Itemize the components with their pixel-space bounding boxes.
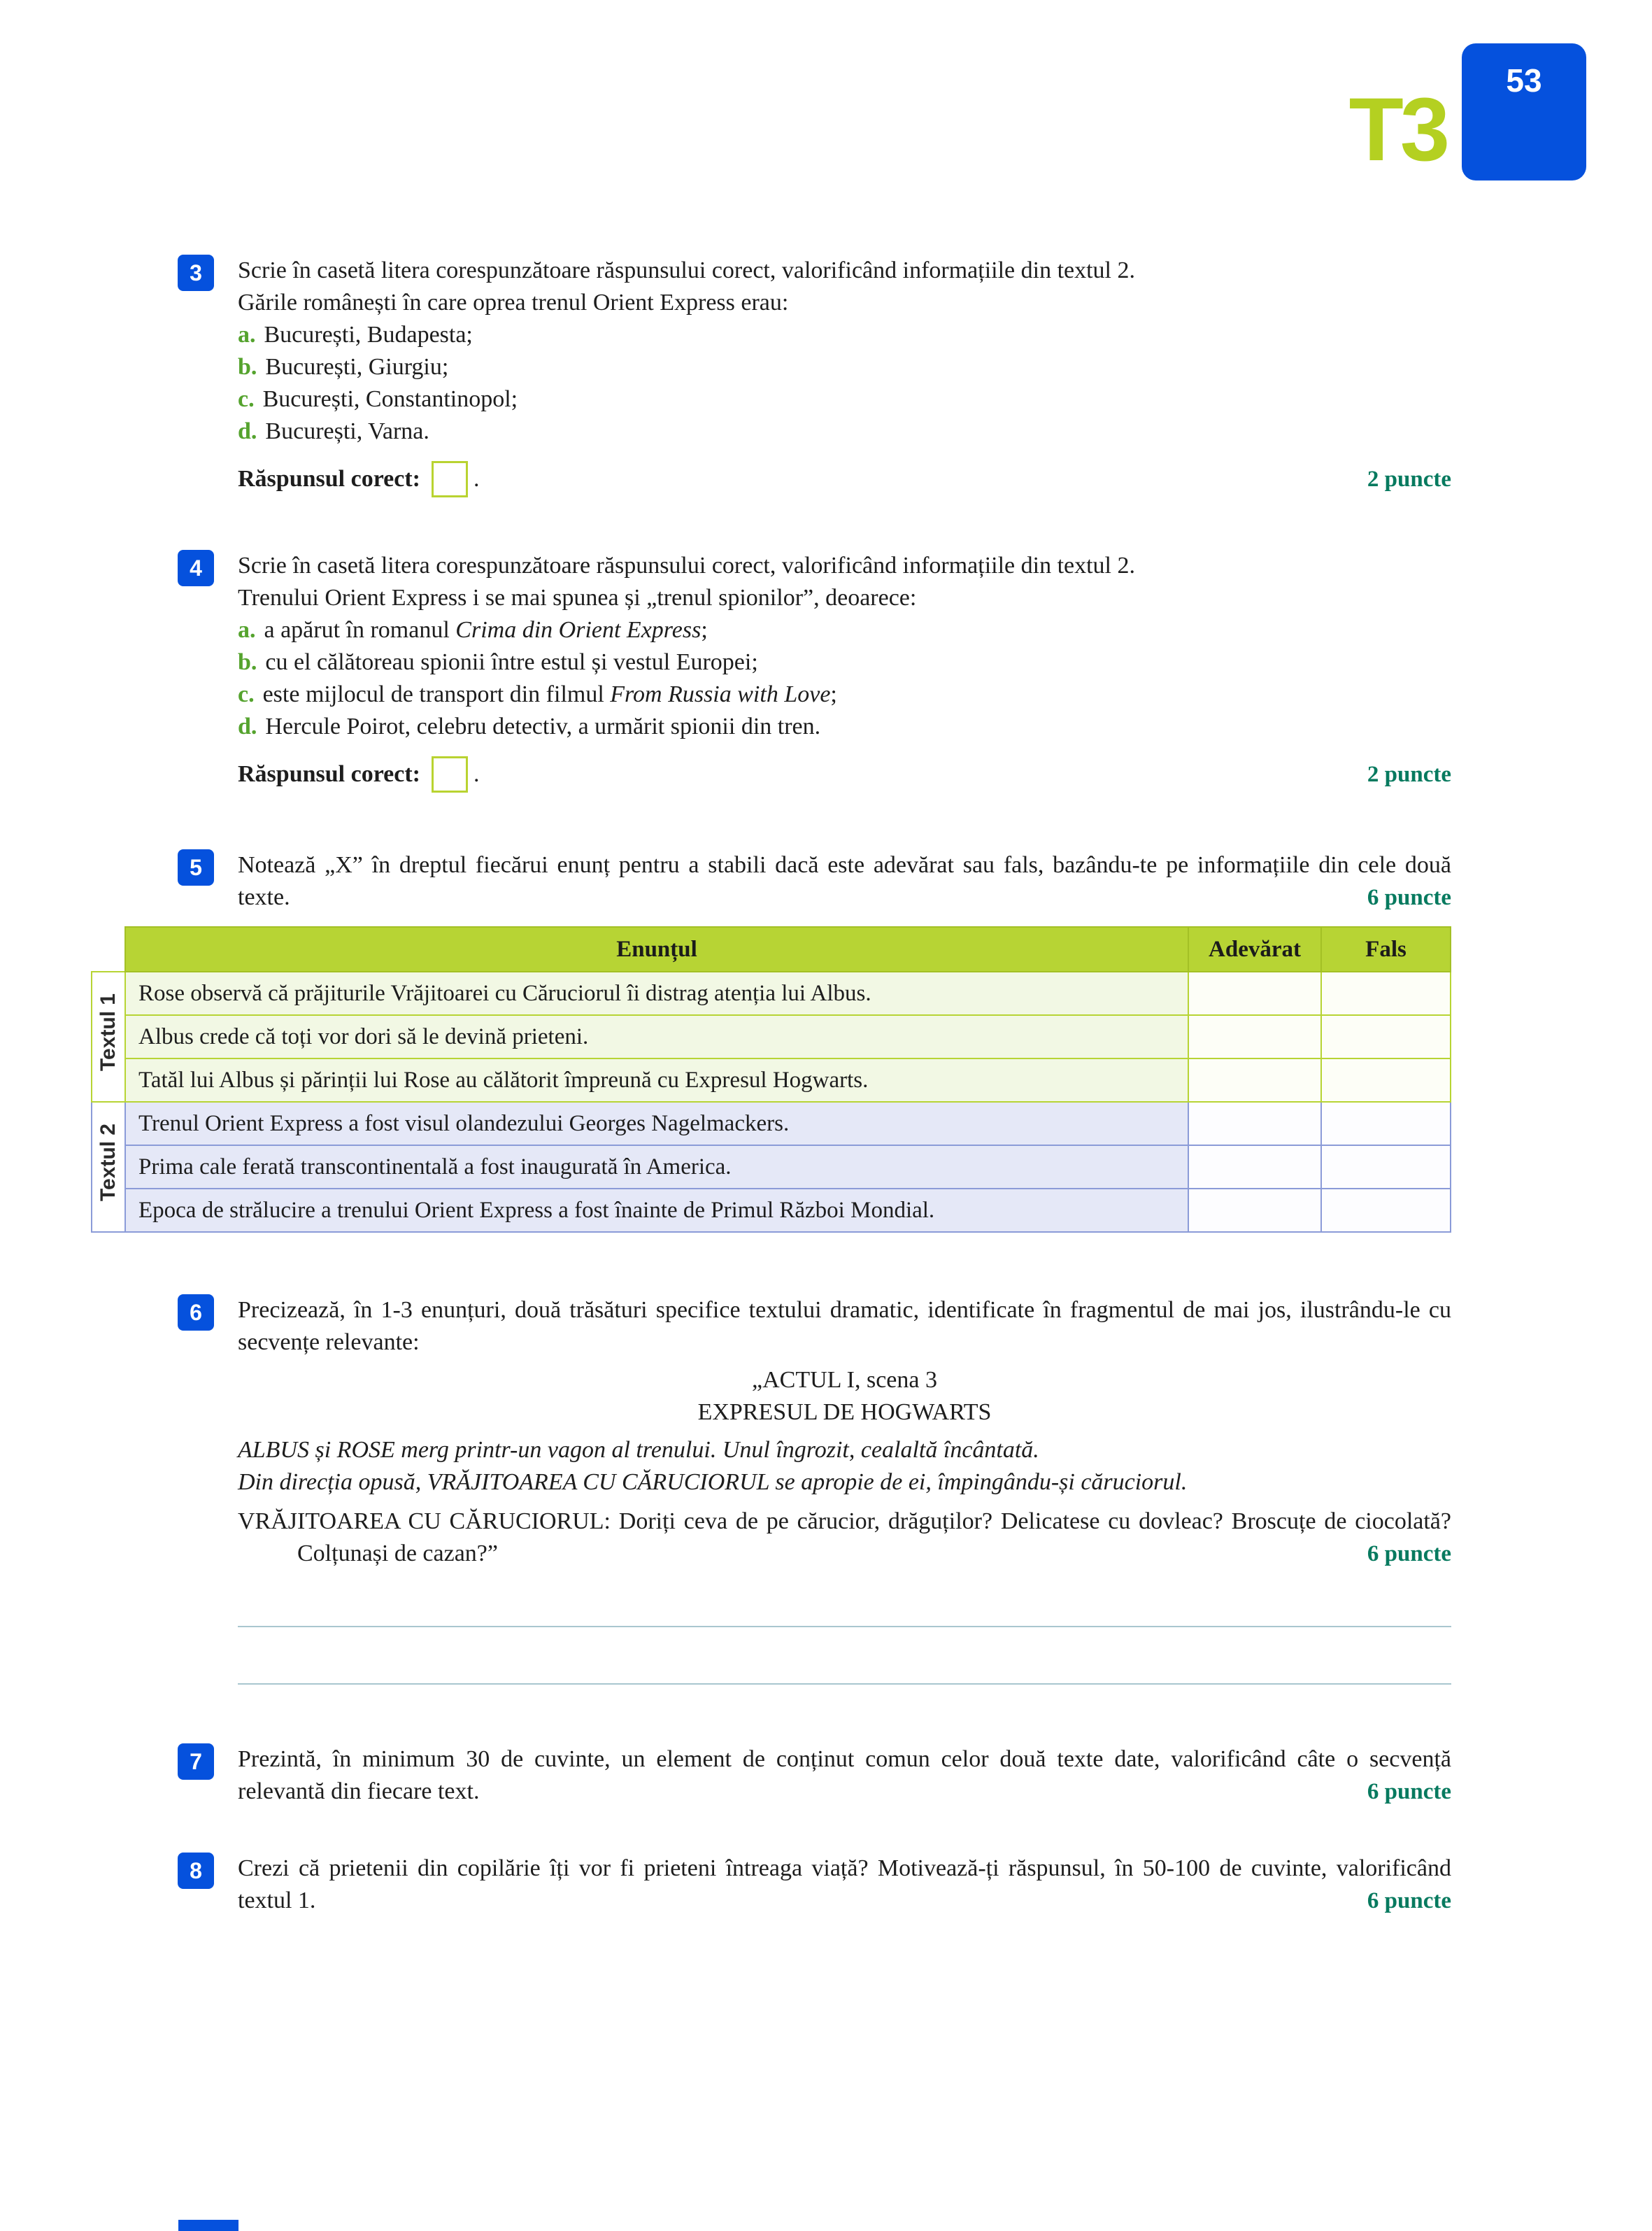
group-label-text1: Textul 1 — [92, 972, 125, 1102]
exercise-3-option-d — [238, 416, 1451, 448]
table-corner-spacer — [92, 927, 125, 972]
exercise-8-instruction: Crezi că prietenii din copilărie îți vor fi prieteni întreaga viață? Motivează-ți răspunsul, în 50-100 de cuvinte, valorificând textul 1. — [238, 1855, 1451, 1913]
stage-direction: Din direcția opusă, VRĂJITOAREA CU CĂRUCIORUL se apropie de ei, împingându-și căruciorul. — [238, 1469, 1188, 1495]
answer-box[interactable] — [432, 756, 468, 793]
option-text: ; — [830, 681, 837, 707]
answer-cell-true[interactable] — [1188, 1102, 1321, 1145]
exercise-3 — [190, 255, 1451, 500]
option-text: București, Varna. — [265, 418, 429, 444]
points-label: 6 puncte — [1367, 1541, 1451, 1566]
statement-cell: Rose observă că prăjiturile Vrăjitoarei cu Căruciorul îi distrag atenția lui Albus. — [125, 972, 1188, 1015]
column-header-statement: Enunțul — [125, 927, 1188, 972]
answer-cell-false[interactable] — [1321, 1058, 1451, 1102]
points-label: 2 puncte — [1367, 761, 1451, 787]
page-number-tab — [1462, 43, 1586, 180]
option-text: cu el călătoreau spionii între estul și vestul Europei; — [265, 649, 758, 675]
fragment-heading-act: „ACTUL I, scena 3 — [752, 1367, 937, 1393]
exercise-3-stem: Gările românești în care oprea trenul Orient Express erau: — [238, 290, 789, 316]
answer-line[interactable] — [238, 1683, 1451, 1685]
exercise-4 — [190, 550, 1451, 795]
group-label-text2: Textul 2 — [92, 1102, 125, 1232]
stage-direction: ALBUS și ROSE merg printr-un vagon al trenului. Unul îngrozit, cealaltă încântată. — [238, 1437, 1039, 1463]
statement-cell: Epoca de strălucire a trenului Orient Express a fost înainte de Primul Război Mondial. — [125, 1189, 1188, 1232]
option-letter: a. — [238, 322, 256, 348]
exercise-6 — [190, 1294, 1451, 1685]
table-row — [92, 1015, 1451, 1058]
answer-cell-true[interactable] — [1188, 1058, 1321, 1102]
exercise-3-option-c — [238, 383, 1451, 416]
option-text: Hercule Poirot, celebru detectiv, a urmărit spionii din tren. — [265, 714, 821, 739]
option-text: ; — [701, 617, 708, 643]
points-label: 6 puncte — [1367, 885, 1451, 910]
column-header-false: Fals — [1321, 927, 1451, 972]
exercise-7-instruction: Prezintă, în minimum 30 de cuvinte, un element de conținut comun celor două texte date, valorificând câte o secvență relevantă din fiecare text. — [238, 1746, 1451, 1804]
exercise-3-instruction: Scrie în casetă litera corespunzătoare răspunsului corect, valorificând informațiile din textul 2. — [238, 257, 1136, 283]
exercise-5-number-badge: 5 — [178, 849, 214, 886]
answer-line[interactable] — [238, 1626, 1451, 1627]
table-row — [92, 1189, 1451, 1232]
answer-box[interactable] — [432, 461, 468, 497]
exercise-7-number-badge: 7 — [178, 1743, 214, 1780]
exercise-8 — [190, 1853, 1451, 1917]
answer-cell-false[interactable] — [1321, 1189, 1451, 1232]
option-letter: a. — [238, 617, 256, 643]
option-text: București, Giurgiu; — [265, 354, 449, 380]
exercise-8-number-badge: 8 — [178, 1853, 214, 1889]
table-header-row — [92, 927, 1451, 972]
points-label: 6 puncte — [1367, 1779, 1451, 1804]
option-text-italic: From Russia with Love — [610, 681, 831, 707]
footer-crop-mark — [178, 2220, 238, 2231]
table-row — [92, 1102, 1451, 1145]
option-letter: c. — [238, 386, 255, 412]
answer-cell-true[interactable] — [1188, 972, 1321, 1015]
dialogue-line: VRĂJITOAREA CU CĂRUCIORUL: Doriți ceva de pe cărucior, drăguților? Delicatese cu dovleac? Broscuțe de ciocolată? Colțunași de cazan?” — [238, 1508, 1451, 1566]
answer-cell-true[interactable] — [1188, 1015, 1321, 1058]
fragment-heading-title: EXPRESUL DE HOGWARTS — [697, 1399, 992, 1425]
option-letter: b. — [238, 354, 257, 380]
exercise-4-option-b — [238, 646, 1451, 679]
unit-tag: T3 — [1348, 80, 1446, 180]
table-row — [92, 1058, 1451, 1102]
exercise-4-number-badge: 4 — [178, 550, 214, 586]
statement-cell: Prima cale ferată transcontinentală a fost inaugurată în America. — [125, 1145, 1188, 1189]
page-number: 53 — [1506, 62, 1542, 99]
statement-cell: Trenul Orient Express a fost visul olandezului Georges Nagelmackers. — [125, 1102, 1188, 1145]
answer-label: Răspunsul corect: — [238, 466, 420, 492]
answer-cell-false[interactable] — [1321, 1145, 1451, 1189]
points-label: 2 puncte — [1367, 466, 1451, 492]
exercise-6-number-badge: 6 — [178, 1294, 214, 1331]
answer-cell-true[interactable] — [1188, 1189, 1321, 1232]
exercise-4-answer-row — [238, 754, 1451, 795]
points-label: 6 puncte — [1367, 1888, 1451, 1913]
statement-cell: Tatăl lui Albus și părinții lui Rose au călătorit împreună cu Expresul Hogwarts. — [125, 1058, 1188, 1102]
exercise-4-instruction: Scrie în casetă litera corespunzătoare răspunsului corect, valorificând informațiile din textul 2. — [238, 553, 1136, 579]
exercise-3-number-badge: 3 — [178, 255, 214, 291]
answer-period: . — [473, 466, 480, 492]
option-letter: d. — [238, 714, 257, 739]
answer-label: Răspunsul corect: — [238, 761, 420, 787]
exercise-4-option-a — [238, 614, 1451, 646]
option-letter: d. — [238, 418, 257, 444]
option-letter: b. — [238, 649, 257, 675]
option-text: este mijlocul de transport din filmul — [262, 681, 611, 707]
exercise-3-option-b — [238, 351, 1451, 383]
table-row — [92, 1145, 1451, 1189]
statement-cell: Albus crede că toți vor dori să le devină prieteni. — [125, 1015, 1188, 1058]
answer-cell-false[interactable] — [1321, 972, 1451, 1015]
answer-cell-true[interactable] — [1188, 1145, 1321, 1189]
exercise-4-option-d — [238, 711, 1451, 743]
exercise-4-stem: Trenului Orient Express i se mai spunea și „trenul spionilor”, deoarece: — [238, 585, 917, 611]
answer-period: . — [473, 761, 480, 787]
table-row — [92, 972, 1451, 1015]
exercise-3-answer-row — [238, 459, 1451, 500]
option-text: București, Budapesta; — [264, 322, 473, 348]
exercise-5-instruction: Notează „X” în dreptul fiecărui enunț pentru a stabili dacă este adevărat sau fals, bazându-te pe informațiile din cele două texte. — [238, 852, 1451, 910]
exercise-7 — [190, 1743, 1451, 1808]
exercise-3-option-a — [238, 319, 1451, 351]
column-header-true: Adevărat — [1188, 927, 1321, 972]
option-text: București, Constantinopol; — [262, 386, 518, 412]
exercise-5 — [97, 849, 1451, 1233]
true-false-table — [91, 926, 1451, 1233]
exercise-6-instruction: Precizează, în 1-3 enunțuri, două trăsături specifice textului dramatic, identificate în fragmentul de mai jos, ilustrându-le cu secvențe relevante: — [238, 1297, 1451, 1355]
answer-cell-false[interactable] — [1321, 1102, 1451, 1145]
page-content — [97, 255, 1451, 1917]
option-text: a apărut în romanul — [264, 617, 456, 643]
option-letter: c. — [238, 681, 255, 707]
option-text-italic: Crima din Orient Express — [455, 617, 702, 643]
exercise-4-option-c — [238, 679, 1451, 711]
answer-cell-false[interactable] — [1321, 1015, 1451, 1058]
